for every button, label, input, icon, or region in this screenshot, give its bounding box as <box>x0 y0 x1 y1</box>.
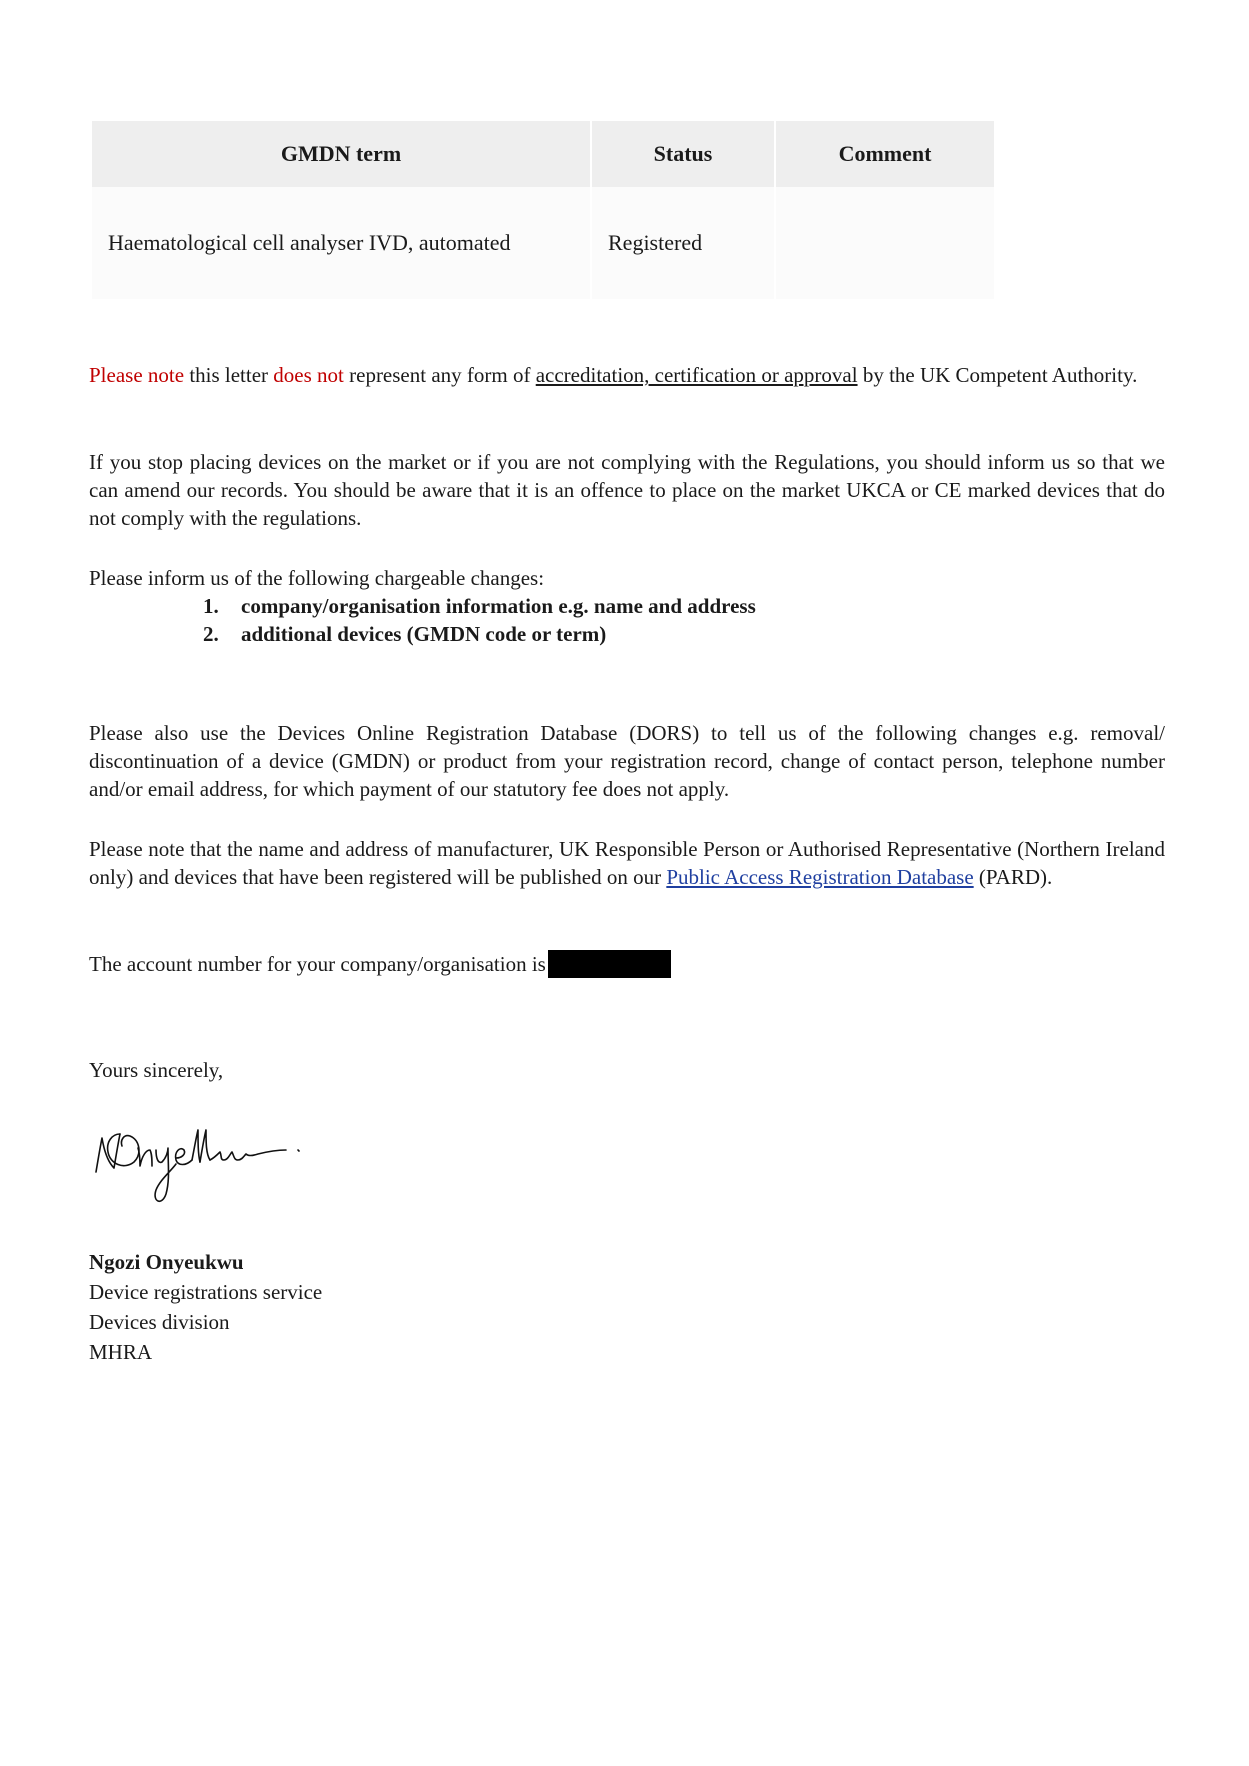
list-number: 1. <box>203 594 219 618</box>
account-text: The account number for your company/organisation is <box>89 952 546 976</box>
header-gmdn-term: GMDN term <box>92 121 590 187</box>
publish-text-2: (PARD). <box>973 865 1053 889</box>
signatory-line-2: Devices division <box>89 1310 230 1334</box>
stop-placing-paragraph: If you stop placing devices on the market or if you are not complying with the Regulations, you should inform us so that we can amend our records. You should be aware that it is an offence to place on the market UKCA or CE marked devices that do not comply with the regulations. <box>89 450 1165 530</box>
table-header-row <box>92 121 994 187</box>
does-not-highlight: does not <box>273 363 344 387</box>
list-item <box>203 592 756 620</box>
closing-salutation: Yours sincerely, <box>89 1058 224 1082</box>
header-comment: Comment <box>776 121 994 187</box>
signatory-line-1: Device registrations service <box>89 1280 323 1304</box>
header-status: Status <box>592 121 774 187</box>
table-row <box>92 187 994 299</box>
notice-text-3: by the UK Competent Authority. <box>857 363 1138 387</box>
publish-paragraph <box>89 835 1165 891</box>
notice-paragraph <box>89 361 1165 389</box>
list-text: additional devices (GMDN code or term) <box>241 622 607 646</box>
chargeable-changes-intro: Please inform us of the following chargeable changes: <box>89 566 545 590</box>
publish-text-1: Please note that the name and address of manufacturer, UK Responsible Person or Authorised Representative (Northern Ireland only) and devices that have been registered will be published on our <box>89 837 1165 889</box>
notice-text-1: this letter <box>184 363 274 387</box>
dors-paragraph: Please also use the Devices Online Registration Database (DORS) to tell us of the following changes e.g. removal/ discontinuation of a device (GMDN) or product from your registration record, change of contact person, telephone number and/or email address, for which payment of our statutory fee does not apply. <box>89 721 1165 801</box>
signatory-block <box>89 1247 322 1367</box>
notice-text-2: represent any form of <box>343 363 536 387</box>
list-number: 2. <box>203 622 219 646</box>
accreditation-underlined: accreditation, certification or approval <box>535 363 858 387</box>
signatory-name: Ngozi Onyeukwu <box>89 1250 244 1274</box>
chargeable-changes-list <box>203 592 756 648</box>
gmdn-term-cell: Haematological cell analyser IVD, automated <box>92 187 590 299</box>
redacted-account-number <box>548 950 671 978</box>
handwritten-signature-icon <box>90 1110 340 1210</box>
comment-cell <box>776 187 994 299</box>
pard-link[interactable]: Public Access Registration Database <box>666 865 974 889</box>
account-paragraph <box>89 950 1165 978</box>
list-text: company/organisation information e.g. name and address <box>241 594 756 618</box>
signatory-line-3: MHRA <box>89 1340 153 1364</box>
list-item <box>203 620 756 648</box>
please-note-highlight: Please note <box>89 363 185 387</box>
status-cell: Registered <box>592 187 774 299</box>
registration-table <box>90 121 996 299</box>
